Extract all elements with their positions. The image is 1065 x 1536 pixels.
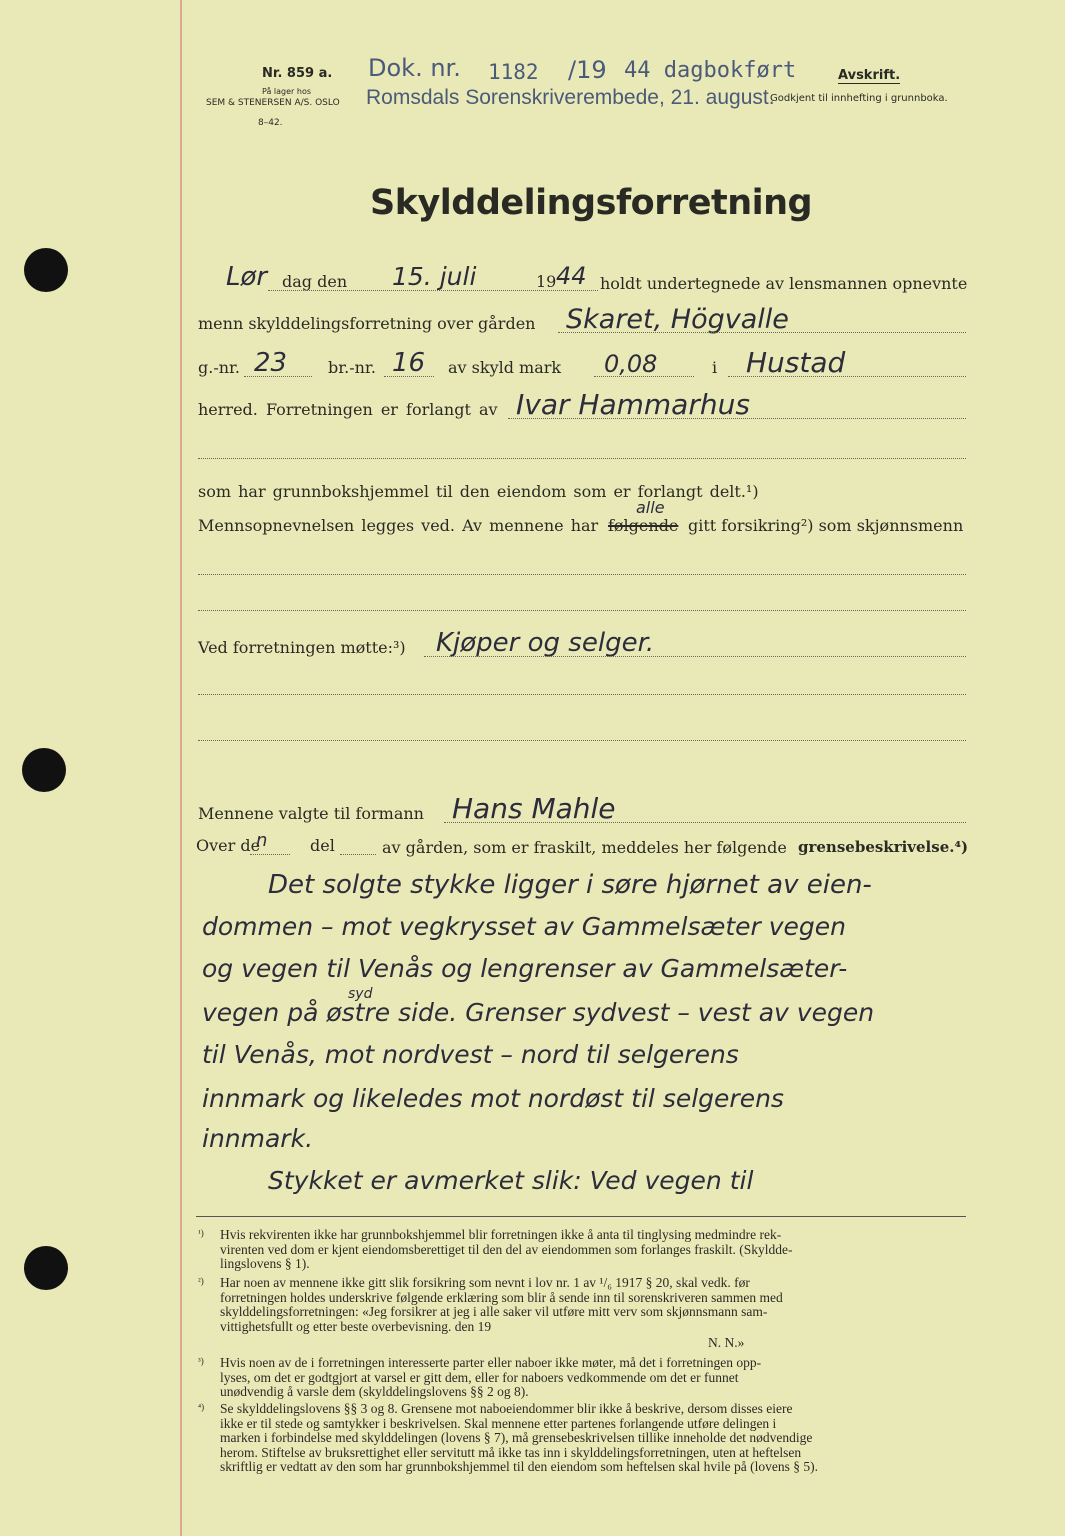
footnote-1 [220,1228,792,1272]
dotted-rule [250,854,290,855]
document-title: Skylddelingsforretning [370,183,813,223]
in-label: i [712,358,718,377]
dotted-rule [444,822,966,823]
gnr-label: g.-nr. [198,358,241,377]
mennsop-text-end: gitt forsikring²) som skjønnsmenn [688,516,964,535]
dotted-rule [594,376,694,377]
over-label: Over de [196,836,261,855]
year-handwritten: 44 [556,262,587,290]
footnote-2-number: ²) [198,1276,204,1286]
dotted-rule [424,656,966,657]
year-prefix: 19 [536,272,557,291]
copy-label: Avskrift. [838,68,901,83]
day-handwritten: Lør [226,262,268,292]
dag-den-label: dag den [282,272,348,291]
stamp-dok-nr: Dok. nr. [368,54,461,82]
struck-word: følgende [608,516,679,535]
municipality-handwritten: Hustad [746,346,846,379]
footnote-line: Hvis noen av de i forretningen interesserte parter eller naboer ikke møter, må det i forretningen opp- [220,1355,762,1370]
footnote-line: lingslovens § 1). [220,1256,310,1271]
dotted-rule [340,854,376,855]
footnote-line: herom. Stiftelse av bruksrettighet eller servitutt må ikke tas inn i skylddelingsforretningen, uten at heftelsen [220,1444,802,1460]
punch-hole-bottom [24,1246,68,1290]
punch-hole-middle [22,748,66,792]
over-bold: grensebeskrivelse.⁴) [798,838,969,856]
description-line: dommen – mot vegkrysset av Gammelsæter vegen [202,912,847,941]
chair-label: Mennene valgte til formann [198,804,424,823]
dotted-rule [244,376,312,377]
intro-text: holdt undertegnede av lensmannen opnevnte [600,274,968,293]
margin-line [180,0,182,1536]
footnote-divider [196,1216,966,1217]
over-handwritten: n [256,830,268,851]
met-label: Ved forretningen møtte:³) [198,638,406,657]
dotted-rule [558,332,966,333]
footnote-line: unødvendig å varsle dem (skylddelingslovens §§ 2 og 8). [220,1384,529,1399]
description-line: Stykket er avmerket slik: Ved vegen til [268,1166,754,1195]
footnote-line: Se skylddelingslovens §§ 3 og 8. Grensene mot naboeiendommer blir ikke å beskrive, dersom disses eiere [220,1401,793,1416]
stamp-year-prefix: /19 [568,56,607,84]
mennsop-text: Mennsopnevnelsen legges ved. Av mennene har [198,516,599,535]
skyld-handwritten: 0,08 [604,350,658,378]
description-line: Det solgte stykke ligger i søre hjørnet av eien- [268,870,872,900]
description-line: innmark. [202,1124,314,1153]
skyld-label: av skyld mark [448,358,562,377]
description-line: og vegen til Venås og lengrenser av Gammelsæter- [202,954,848,983]
stamp-doc-number: 1182 [488,60,539,84]
printer-date: 8–42. [258,118,283,128]
farm-name-handwritten: Skaret, Högvalle [566,304,789,335]
footnote-line: skriftlig er vedtatt av den som har grunnbokshjemmel til den eiendom som heftelsen skal hvile på (lovens § 5). [220,1459,818,1474]
footnote-line: Har noen av mennene ikke gitt slik forsikring som nevnt i lov nr. 1 av ¹/₆ 1917 § 20, skal vedk. før [220,1275,750,1290]
footnote-line: ikke er til stede og samtykker i beskrivelsen. Skal mennene etter partenes forlangende utføre delingen i [220,1415,777,1431]
date-handwritten: 15. juli [392,262,477,291]
approval-note: Godkjent til innhefting i grunnboka. [770,93,948,104]
description-line: til Venås, mot nordvest – nord til selgerens [202,1040,739,1069]
dotted-rule [508,418,966,419]
gnr-handwritten: 23 [254,348,288,378]
footnote-4 [220,1402,818,1475]
footnote-line: skylddelingsforretningen: «Jeg forsikrer at jeg i alle saker vil utføre mitt verv som skjønnsmann sam- [220,1304,768,1319]
form-number: Nr. 859 a. [262,66,333,81]
dotted-rule [198,458,966,459]
footnote-line: forretningen holdes underskrive følgende erklæring som blir å sende inn til sorenskriveren sammen med [220,1289,783,1305]
inserted-word: alle [636,498,665,517]
footnote-2 [220,1276,783,1334]
requester-handwritten: Ivar Hammarhus [516,388,750,421]
footnote-line: virenten ved dom er kjent eiendomsberettiget til den del av eiendommen som forlanges fraskilt. (Skyldde- [220,1241,793,1257]
footnote-4-number: ⁴) [198,1402,205,1412]
dotted-rule [198,610,966,611]
dotted-rule [198,740,966,741]
description-insert: syd [348,986,373,1002]
dotted-rule [268,290,598,291]
dotted-rule [728,376,966,377]
over-del: del [310,836,335,855]
herred-label: herred. Forretningen er forlangt av [198,400,498,419]
dotted-rule [198,694,966,695]
dotted-rule [198,574,966,575]
footnote-3-number: ³) [198,1356,204,1366]
footnote-1-number: ¹) [198,1228,204,1238]
footnote-line: Hvis rekvirenten ikke har grunnbokshjemmel blir forretningen ikke å anta til tinglysing medmindre rek- [220,1227,782,1242]
footnote-2-signature: N. N.» [708,1335,745,1350]
printer-line-2: SEM & STENERSEN A/S. OSLO [206,98,340,108]
brnr-handwritten: 16 [392,348,426,378]
farm-line-label: menn skylddelingsforretning over gården [198,314,536,333]
footnote-line: vittighetsfullt og etter beste overbevisning. den 19 [220,1318,492,1334]
brnr-label: br.-nr. [328,358,376,377]
grunnbok-line: som har grunnbokshjemmel til den eiendom som er forlangt delt.¹) [198,482,759,501]
met-handwritten: Kjøper og selger. [436,628,655,658]
stamp-office: Romsdals Sorenskriverembede, 21. august. [366,86,775,109]
description-line: vegen på østre side. Grenser sydvest – vest av vegen [202,998,875,1027]
chair-handwritten: Hans Mahle [452,792,616,825]
over-text: av gården, som er fraskilt, meddeles her følgende [382,838,787,857]
stamp-dagbokfort: 44 dagbokført [624,58,797,83]
footnote-line: marken i forbindelse med skylddelingen (lovens § 7), må grensebeskrivelsen tillike inneholde det nødvendige [220,1430,813,1445]
footnote-3 [220,1356,761,1400]
printer-line-1: På lager hos [262,87,311,96]
footnote-line: lyses, om det er godtgjort at varsel er gitt dem, eller for naboers vedkommende om det er funnet [220,1369,739,1385]
description-line: innmark og likeledes mot nordøst til selgerens [202,1084,784,1113]
dotted-rule [384,376,434,377]
punch-hole-top [24,248,68,292]
